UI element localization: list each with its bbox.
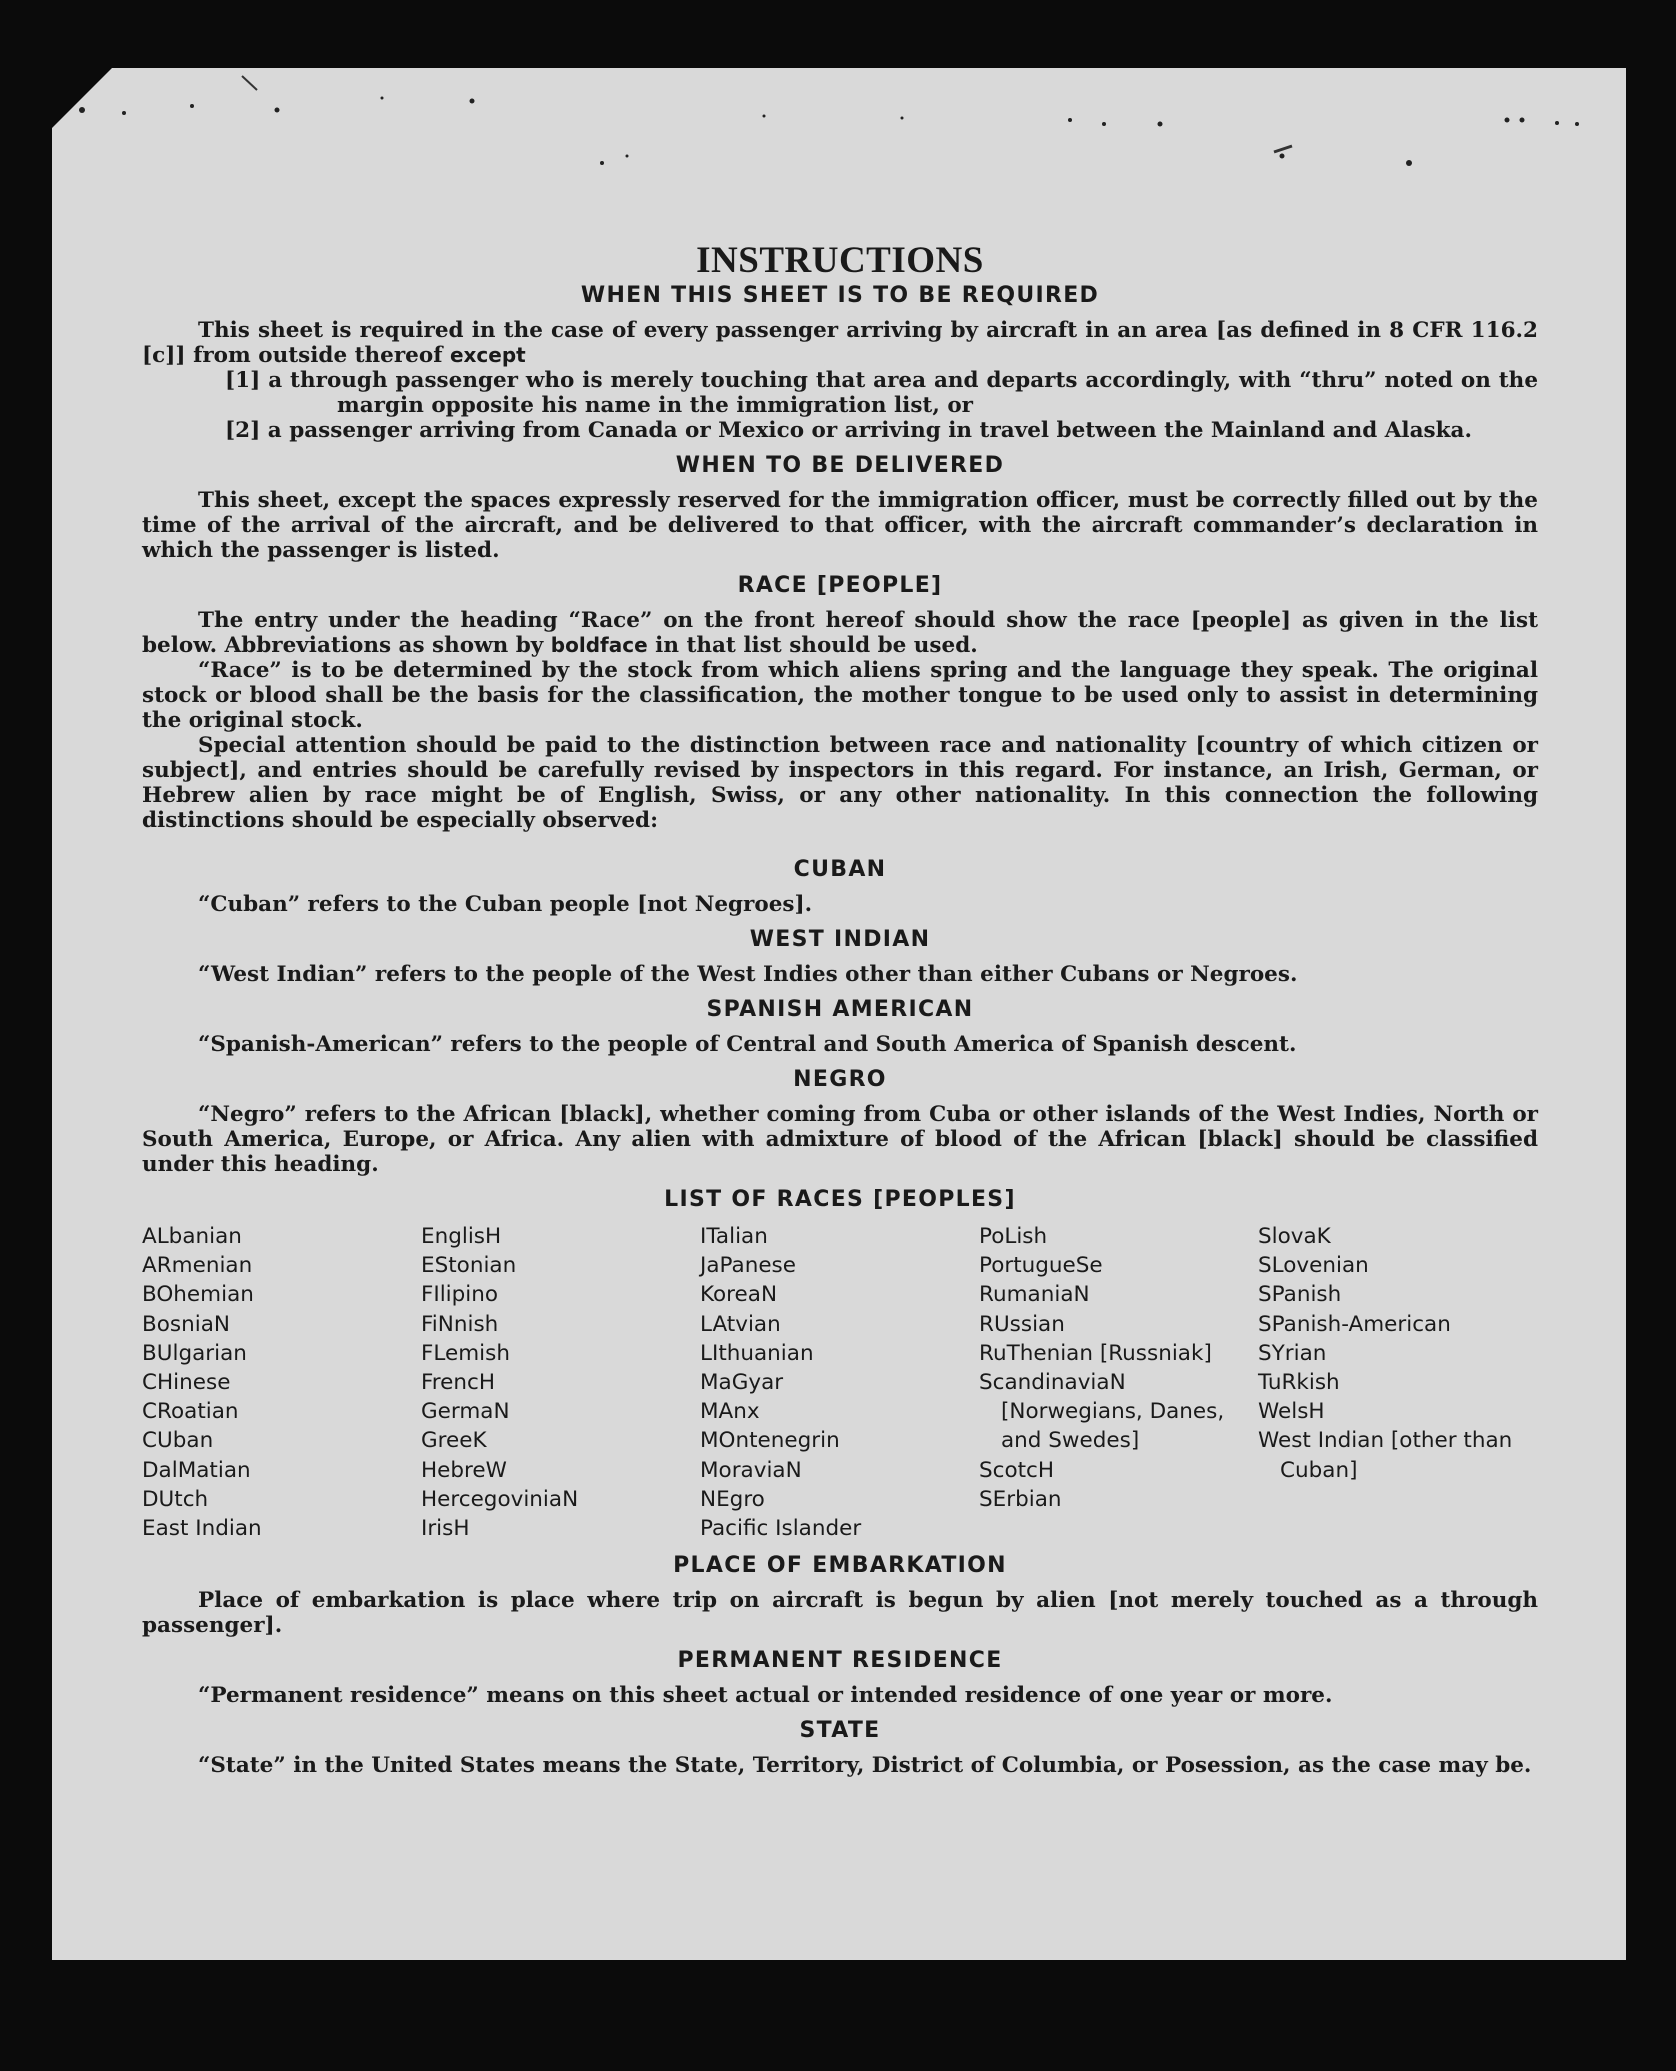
- races-column-2: [421, 1222, 700, 1543]
- race-entry: RuThenian [Russniak]: [979, 1340, 1212, 1366]
- race-entry: BosniaN: [142, 1311, 230, 1337]
- race-entry: TuRkish: [1258, 1370, 1340, 1396]
- race-entry: IrisH: [421, 1516, 470, 1542]
- races-column-3: [700, 1222, 979, 1543]
- race-entry: SlovaK: [1258, 1224, 1331, 1249]
- race-entry: EnglisH: [421, 1224, 502, 1249]
- race-entry: GermaN: [421, 1399, 510, 1425]
- document-sheet: [52, 68, 1626, 1960]
- race-entry: CUban: [142, 1428, 214, 1454]
- race-entry: CRoatian: [142, 1399, 239, 1425]
- race-p1-part-a: The entry under the heading “Race” on the front hereof should show the race [people] as given in the list below. Abbreviations as shown by: [142, 608, 1538, 658]
- permanent-residence-text: “Permanent residence” means on this sheet actual or intended residence of one year or more.: [198, 1683, 1333, 1709]
- cuban-text: “Cuban” refers to the Cuban people [not Negroes].: [198, 892, 813, 917]
- race-entry: DalMatian: [142, 1457, 251, 1483]
- races-column-1: [142, 1222, 421, 1543]
- when-required-intro-text: This sheet is required in the case of every passenger arriving by aircraft in an area [as defined in 8 CFR 116.2 [c]] from outside thereof: [142, 318, 1538, 368]
- race-entry: ScotcH: [979, 1457, 1055, 1483]
- scan-specks: [52, 68, 1626, 188]
- race-entry: GreeK: [421, 1428, 487, 1454]
- heading-cuban: CUBAN: [793, 857, 887, 882]
- race-entry: East Indian: [142, 1516, 262, 1542]
- state-text: “State” in the United States means the State, Territory, District of Columbia, or Posession, as the case may be.: [198, 1753, 1532, 1779]
- race-entry: RUssian: [979, 1311, 1065, 1337]
- races-column-4: [979, 1222, 1258, 1543]
- heading-place-of-embarkation: PLACE OF EMBARKATION: [673, 1553, 1007, 1579]
- race-entry: Pacific Islander: [700, 1516, 862, 1542]
- race-entry: ALbanian: [142, 1224, 242, 1249]
- race-paragraph-1: [142, 608, 1538, 658]
- race-p1-boldface: boldface: [550, 633, 648, 657]
- race-entry: ARmenian: [142, 1253, 253, 1279]
- race-entry: EStonian: [421, 1253, 517, 1279]
- race-paragraph-3: Special attention should be paid to the distinction between race and nationality [country of which citizen or subject], and entries should be carefully revised by inspectors in this regard. For instance, an Irish, German, or Hebrew alien by race might be of English, Swiss, or any other nationality. In this connection the following distinctions should be especially observed:: [142, 733, 1538, 833]
- race-entry: DUtch: [142, 1486, 209, 1512]
- west-indian-text: “West Indian” refers to the people of the West Indies other than either Cubans or Negroes.: [198, 962, 1298, 987]
- race-entry: MaGyar: [700, 1370, 784, 1396]
- heading-when-delivered: WHEN TO BE DELIVERED: [675, 453, 1005, 478]
- race-entry: SYrian: [1258, 1340, 1327, 1366]
- race-entry: HebreW: [421, 1457, 507, 1483]
- race-entry: PortugueSe: [979, 1253, 1103, 1279]
- race-entry: FiNnish: [421, 1311, 499, 1337]
- race-entry: LIthuanian: [700, 1340, 814, 1366]
- negro-text: “Negro” refers to the African [black], whether coming from Cuba or other islands of the West Indies, North or South America, Europe, or Africa. Any alien with admixture of blood of the African [black] should be classified under this heading.: [142, 1102, 1538, 1177]
- race-entry: JaPanese: [700, 1253, 796, 1279]
- place-of-embarkation-text: Place of embarkation is place where trip on aircraft is begun by alien [not merely touched as a through passenger].: [142, 1588, 1538, 1639]
- race-entry: MoraviaN: [700, 1457, 802, 1483]
- heading-race: RACE [PEOPLE]: [737, 573, 943, 598]
- race-entry: KoreaN: [700, 1282, 778, 1308]
- instructions-content: [142, 176, 1538, 1778]
- race-entry: CHinese: [142, 1370, 231, 1396]
- page-title: INSTRUCTIONS: [696, 240, 984, 281]
- race-entry: FrencH: [421, 1370, 496, 1396]
- race-entry: SPanish-American: [1258, 1311, 1451, 1337]
- when-required-intro: [142, 318, 1538, 368]
- race-entry: SPanish: [1258, 1282, 1342, 1308]
- heading-west-indian: WEST INDIAN: [749, 927, 931, 952]
- races-column-5: [1258, 1222, 1537, 1543]
- race-paragraph-2: “Race” is to be determined by the stock from which aliens spring and the language they speak. The original stock or blood shall be the basis for the classification, the mother tongue to be used only to assist in determining the original stock.: [142, 658, 1538, 733]
- heading-list-of-races: LIST OF RACES [PEOPLES]: [664, 1187, 1016, 1212]
- race-entry: ScandinaviaN [Norwegians, Danes, and Swedes]: [979, 1370, 1225, 1454]
- race-entry: MAnx: [700, 1399, 760, 1425]
- when-delivered-text: This sheet, except the spaces expressly reserved for the immigration officer, must be correctly filled out by the time of the arrival of the aircraft, and be delivered to that officer, with the aircraft commander’s declaration in which the passenger is listed.: [142, 488, 1538, 563]
- heading-state: STATE: [799, 1718, 881, 1744]
- race-entry: West Indian [other than Cuban]: [1258, 1428, 1513, 1483]
- race-entry: PoLish: [979, 1224, 1048, 1249]
- race-entry: FLemish: [421, 1340, 510, 1366]
- race-entry: MOntenegrin: [700, 1428, 840, 1454]
- race-entry: SLovenian: [1258, 1253, 1369, 1279]
- race-entry: LAtvian: [700, 1311, 781, 1337]
- race-entry: SErbian: [979, 1486, 1062, 1512]
- heading-permanent-residence: PERMANENT RESIDENCE: [677, 1648, 1003, 1674]
- when-required-except: except: [449, 343, 526, 367]
- race-entry: NEgro: [700, 1486, 765, 1512]
- when-required-item-2: [2] a passenger arriving from Canada or Mexico or arriving in travel between the Mainland and Alaska.: [225, 418, 1472, 443]
- heading-negro: NEGRO: [793, 1067, 887, 1092]
- race-entry: BOhemian: [142, 1282, 254, 1308]
- heading-spanish-american: SPANISH AMERICAN: [706, 997, 974, 1022]
- race-entry: FIlipino: [421, 1282, 499, 1308]
- race-entry: HercegoviniaN: [421, 1486, 579, 1512]
- race-entry: ITalian: [700, 1224, 768, 1249]
- race-entry: WelsH: [1258, 1399, 1325, 1425]
- spacer: [142, 833, 1538, 847]
- heading-when-required: WHEN THIS SHEET IS TO BE REQUIRED: [580, 283, 1100, 308]
- race-p1-part-b: in that list should be used.: [655, 633, 978, 658]
- spanish-american-text: “Spanish-American” refers to the people of Central and South America of Spanish descent.: [198, 1032, 1297, 1057]
- when-required-item-1: [1] a through passenger who is merely touching that area and departs accordingly, with “thru” noted on the margin opposite his name in the immigration list, or: [225, 368, 1538, 418]
- race-entry: BUlgarian: [142, 1340, 247, 1366]
- race-entry: RumaniaN: [979, 1282, 1090, 1308]
- races-list: [142, 1222, 1538, 1543]
